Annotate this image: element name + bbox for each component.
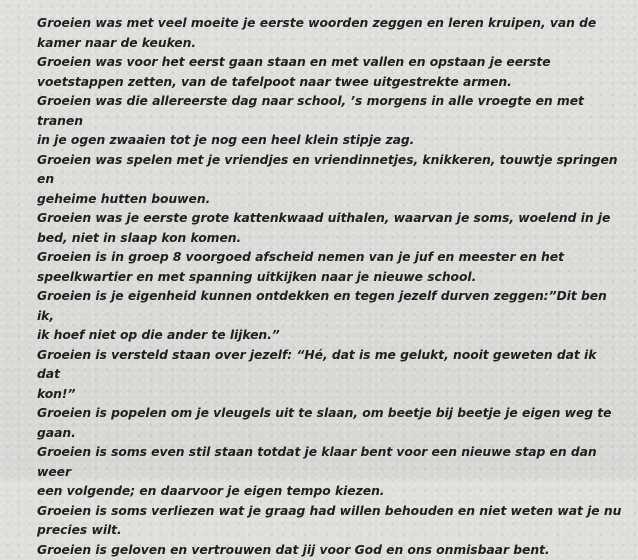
paragraph-4: Groeien was spelen met je vriendjes en vriendinnetjes, knikkeren, touwtje springen en geheime hutten bouwen. xyxy=(37,151,622,210)
paragraph-3: Groeien was die allereerste dag naar school, ’s morgens in alle vroegte en met tranen in je ogen zwaaien tot je nog een heel klein stipje zag. xyxy=(37,92,622,151)
paragraph-5: Groeien was je eerste grote kattenkwaad uithalen, waarvan je soms, woelend in je bed, niet in slaap kon komen. xyxy=(37,209,622,248)
paragraph-11: Groeien is soms verliezen wat je graag had willen behouden en niet weten wat je nu precies wilt. xyxy=(37,502,622,541)
paragraph-10: Groeien is soms even stil staan totdat je klaar bent voor een nieuwe stap en dan weer een volgende; en daarvoor je eigen tempo kiezen. xyxy=(37,443,622,502)
slide-text-body xyxy=(37,14,622,560)
paragraph-9: Groeien is popelen om je vleugels uit te slaan, om beetje bij beetje je eigen weg te gaan. xyxy=(37,404,622,443)
paragraph-12: Groeien is geloven en vertrouwen dat jij voor God en ons onmisbaar bent. xyxy=(37,541,622,560)
paragraph-7: Groeien is je eigenheid kunnen ontdekken en tegen jezelf durven zeggen:”Dit ben ik, ik hoef niet op die ander te lijken.” xyxy=(37,287,622,346)
paragraph-2: Groeien was voor het eerst gaan staan en met vallen en opstaan je eerste voetstappen zetten, van de tafelpoot naar twee uitgestrekte armen. xyxy=(37,53,622,92)
paragraph-1: Groeien was met veel moeite je eerste woorden zeggen en leren kruipen, van de kamer naar de keuken. xyxy=(37,14,622,53)
paragraph-8: Groeien is versteld staan over jezelf: “Hé, dat is me gelukt, nooit geweten dat ik dat kon!” xyxy=(37,346,622,405)
paragraph-6: Groeien is in groep 8 voorgoed afscheid nemen van je juf en meester en het speelkwartier en met spanning uitkijken naar je nieuwe school. xyxy=(37,248,622,287)
